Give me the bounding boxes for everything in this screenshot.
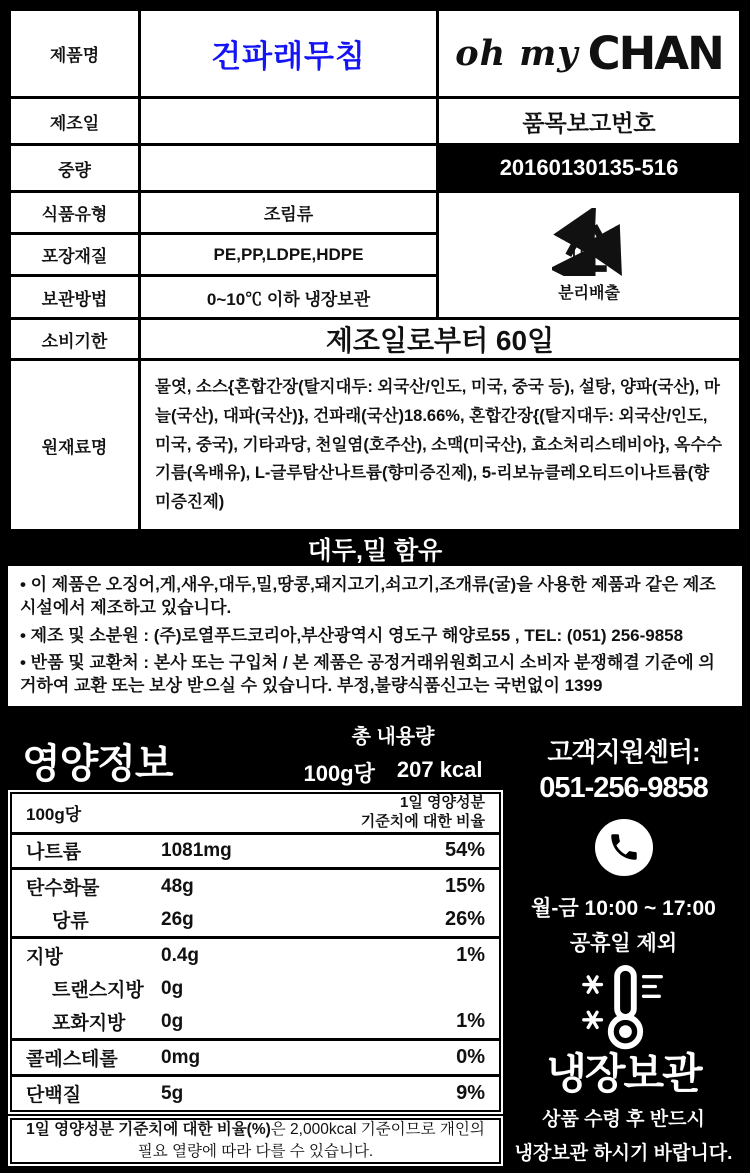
phone-icon (595, 819, 653, 876)
notice-facility: • 이 제품은 오징어,게,새우,대두,밀,땅콩,돼지고기,쇠고기,조개류(굴)을 사용한 제품과 같은 제조 시설에서 제조하고 있습니다. (20, 575, 716, 618)
nutrition-header-row (12, 794, 499, 835)
shelf-life-label: 소비기한 (11, 320, 138, 358)
weight-label: 중량 (11, 146, 138, 190)
per-amount: 100g당 (303, 761, 375, 786)
brand-logo-script: oh my (455, 33, 579, 74)
nutrition-title: 영양정보 (22, 742, 173, 786)
support-title: 고객지원센터: (547, 737, 700, 767)
brand-logo-bold: CHAN (587, 27, 723, 80)
daily-value-header-line1: 1일 영양성분 (400, 794, 485, 811)
brand-logo (439, 11, 739, 96)
nutrition-row-fat: 지방 0.4g 1% (26, 944, 485, 969)
notice-returns: • 반품 및 교환처 : 본사 또는 구입처 / 본 제품은 공정거래위원회고시 소비자 분쟁해결 기준에 의거하여 교환 또는 보상 받으실 수 있습니다. 부정,불량식품신고는 국번없이 1399 (20, 652, 715, 695)
mfg-date-value (141, 99, 436, 143)
svg-text:LDPE: LDPE (572, 245, 606, 260)
footnote-rest: 은 2,000kcal 기준이므로 개인의 필요 열량에 따라 다를 수 있습니다. (137, 1121, 485, 1160)
weight-value (141, 146, 436, 190)
nutrition-row-transfat: 트랜스지방 0g (52, 977, 184, 1002)
product-name-label: 제품명 (11, 11, 138, 96)
nutrition-totals (288, 720, 498, 788)
ingredients-label: 원재료명 (11, 361, 138, 529)
nutrition-row-cholesterol: 콜레스테롤 0mg 0% (12, 1041, 499, 1077)
support-section (505, 708, 742, 1165)
report-number-label: 품목보고번호 (439, 99, 739, 143)
nutrition-row-protein: 단백질 5g 9% (26, 1082, 485, 1107)
thermometer-icon (568, 963, 680, 1053)
nutrition-table (10, 792, 501, 1112)
recycle-mark (439, 193, 739, 317)
support-phone: 051-256-9858 (539, 772, 708, 804)
cold-storage-note2: 냉장보관 하시기 바랍니다. (514, 1143, 733, 1164)
mfg-date-label: 제조일 (11, 99, 138, 143)
food-type-value: 조림류 (141, 193, 436, 232)
notice-box (8, 566, 742, 706)
shelf-life-value: 제조일로부터 60일 (141, 320, 739, 358)
food-type-label: 식품유형 (11, 193, 138, 232)
packaging-value: PE,PP,LDPE,HDPE (141, 235, 436, 274)
storage-method-value: 0~10℃ 이하 냉장보관 (141, 277, 436, 317)
support-hours-note: 공휴일 제외 (569, 931, 678, 955)
notice-manufacturer: • 제조 및 소분원 : (주)로열푸드코리아,부산광역시 영도구 해양로55 , TEL: (051) 256-9858 (20, 625, 684, 645)
kcal-value: 207 kcal (396, 757, 483, 782)
allergen-band: 대두,밀 함유 (307, 537, 443, 565)
daily-value-header (361, 794, 485, 832)
report-number-value: 20160130135-516 (439, 146, 739, 190)
nutrition-row-satfat: 포화지방 0g 1% (12, 1005, 499, 1041)
storage-method-label: 보관방법 (11, 277, 138, 317)
support-hours: 월-금 10:00 ~ 17:00 (531, 896, 716, 920)
spec-table (8, 8, 742, 532)
cold-storage-title: 냉장보관 (546, 1050, 701, 1097)
recycle-caption: 분리배출 (558, 284, 620, 302)
nutrition-row-carbs: 탄수화물 48g 15% (26, 875, 485, 900)
nutrition-row-sodium: 나트륨 1081mg 54% (12, 835, 499, 871)
cold-storage-note1: 상품 수령 후 반드시 (542, 1109, 705, 1130)
packaging-label: 포장재질 (11, 235, 138, 274)
serving-basis: 100g당 (26, 805, 82, 825)
product-name-value: 건파래무침 (141, 11, 436, 96)
total-amount-label: 총 내용량 (351, 726, 435, 748)
nutrition-section (8, 708, 505, 1165)
footnote-bold: 1일 영양성분 기준치에 대한 비율(%) (26, 1121, 271, 1139)
recycle-ldpe-icon (552, 208, 626, 276)
nutrition-row-sugars: 당류 26g 26% (12, 903, 499, 939)
nutrition-footnote (10, 1118, 501, 1164)
daily-value-header-line2: 기준치에 대한 비율 (360, 812, 485, 830)
ingredients-value: 물엿, 소스{혼합간장(탈지대두: 외국산/인도, 미국, 중국 등), 설탕, 양파(국산), 마늘(국산), 대파(국산)}, 건파래(국산)18.66%, 혼합간장{(탈지대두: 외국산/인도, 미국, 중국), 기타과당, 천일염(호주산), 소맥(미국산), 효소처리스테비아}, 옥수수기름(옥배유), L-글루탐산나트륨(향미증진제), 5-리보뉴클레오티드이나트륨(향미증진제) (141, 361, 739, 529)
